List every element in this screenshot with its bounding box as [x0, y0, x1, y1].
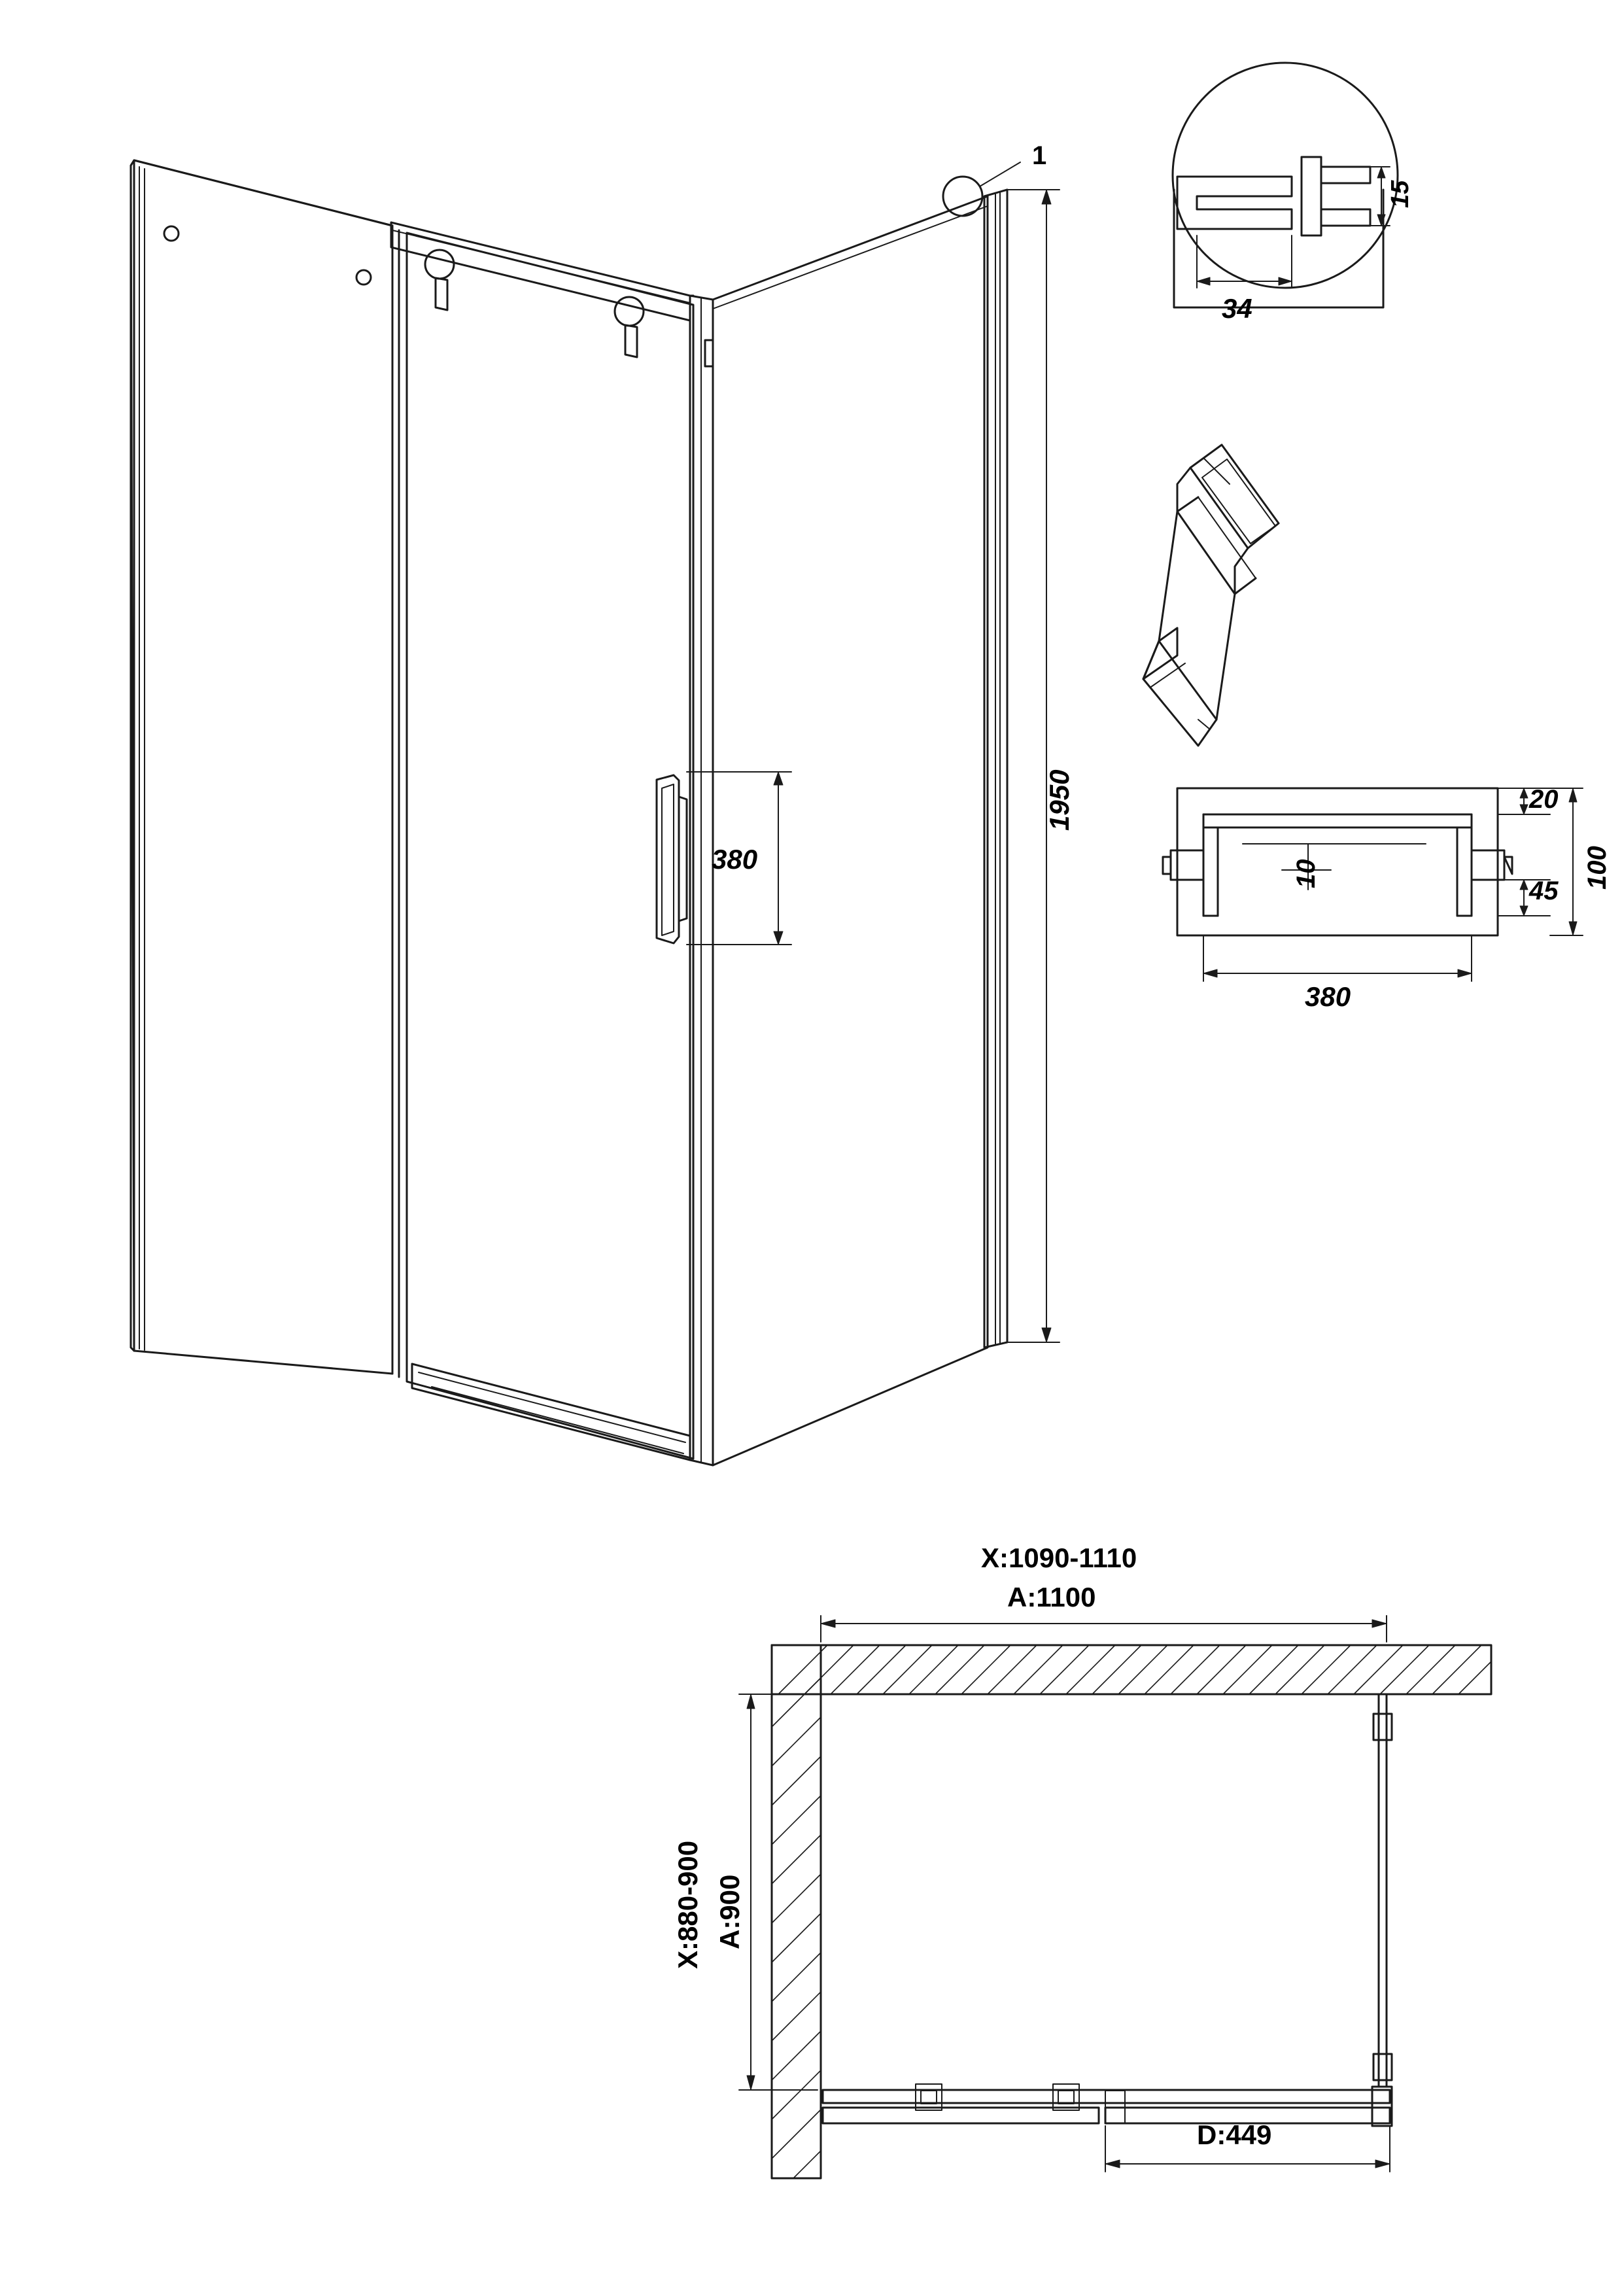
- height-dimension-1950: [1007, 190, 1060, 1342]
- detail-dimension-15: 15: [1387, 180, 1414, 208]
- dimension-handle-380: 380: [712, 844, 758, 875]
- handle-dimension-20: 20: [1529, 785, 1559, 814]
- plan-door-width: D:449: [1197, 2119, 1272, 2150]
- callout-number-1: 1: [1032, 141, 1047, 170]
- plan-width-nominal: A:1100: [1007, 1582, 1096, 1612]
- profile-section-detail: [1173, 63, 1398, 307]
- plan-depth-nominal: A:900: [714, 1874, 745, 1949]
- detail-dimension-34: 34: [1222, 293, 1252, 324]
- plan-width-range: X:1090-1110: [981, 1542, 1137, 1573]
- plan-view: [739, 1616, 1491, 2178]
- handle-dimension-45: 45: [1529, 877, 1559, 905]
- handle-dimension-380: 380: [1305, 981, 1351, 1012]
- handle-dimension-100: 100: [1583, 846, 1612, 890]
- door-handle: [657, 775, 687, 943]
- handle-dimension-10: 10: [1292, 859, 1320, 888]
- plan-depth-range: X:880-900: [672, 1840, 703, 1969]
- handle-isometric-view: [1143, 445, 1279, 746]
- dimension-height-1950: 1950: [1044, 769, 1075, 831]
- isometric-assembly-view: [131, 160, 1060, 1465]
- handle-section-view: [1163, 788, 1583, 981]
